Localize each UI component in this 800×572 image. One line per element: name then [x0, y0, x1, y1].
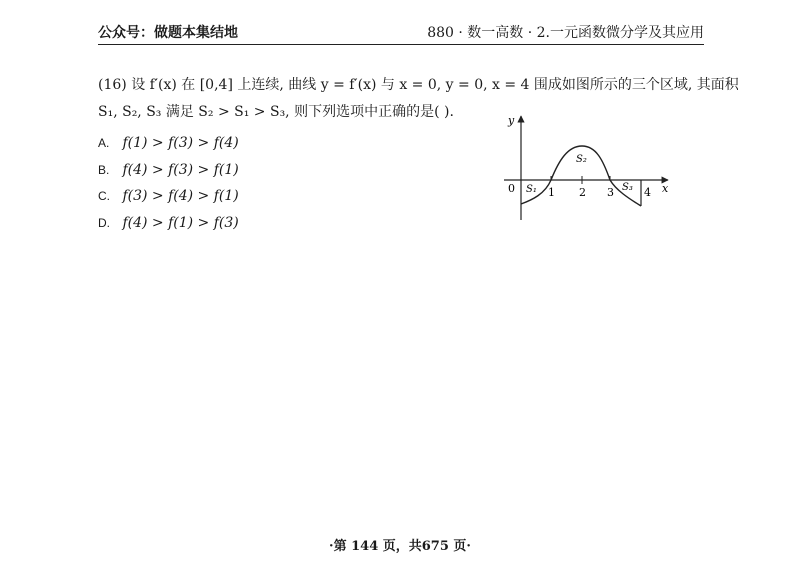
option-letter: D.: [98, 215, 110, 230]
answer-options: [98, 130, 239, 236]
question-line-1: (16) 设 f′(x) 在 [0,4] 上连续, 曲线 y = f′(x) 与 x = 0, y = 0, x = 4 围成如图所示的三个区域, 其面积: [98, 77, 739, 93]
option-letter: A.: [98, 136, 110, 150]
tick-label-2: 2: [579, 186, 586, 199]
header-source: 公众号：做题本集结地: [98, 25, 238, 41]
option-text: f(4) > f(1) > f(3): [122, 214, 239, 231]
option-letter: B.: [98, 162, 110, 177]
page-header: [98, 22, 704, 45]
region-label-s2: S₂: [576, 154, 587, 165]
header-chapter: 880 · 数一高数 · 2.一元函数微分学及其应用: [427, 25, 704, 41]
region-label-s1: S₁: [526, 184, 537, 195]
option-c[interactable]: [98, 183, 239, 210]
option-b[interactable]: [98, 157, 239, 184]
question-line-2: S₁, S₂, S₃ 满足 S₂ > S₁ > S₃, 则下列选项中正确的是( ).: [98, 104, 454, 120]
option-letter: C.: [98, 189, 110, 203]
option-text: f(1) > f(3) > f(4): [122, 135, 239, 151]
tick-label-1: 1: [548, 186, 555, 199]
option-text: f(4) > f(3) > f(1): [122, 161, 239, 178]
tick-label-4: 4: [644, 186, 651, 199]
region-label-s3: S₃: [622, 182, 633, 193]
x-axis-label: x: [662, 182, 669, 195]
function-graph-figure: [498, 110, 678, 222]
page-footer: ·第 144 页，共675 页·: [329, 539, 471, 554]
option-a[interactable]: [98, 130, 239, 157]
graph-svg: [498, 110, 678, 222]
tick-label-3: 3: [607, 186, 614, 199]
y-axis-label: y: [508, 114, 515, 127]
option-d[interactable]: [98, 210, 239, 237]
origin-label: 0: [508, 182, 515, 195]
option-text: f(3) > f(4) > f(1): [122, 188, 239, 204]
